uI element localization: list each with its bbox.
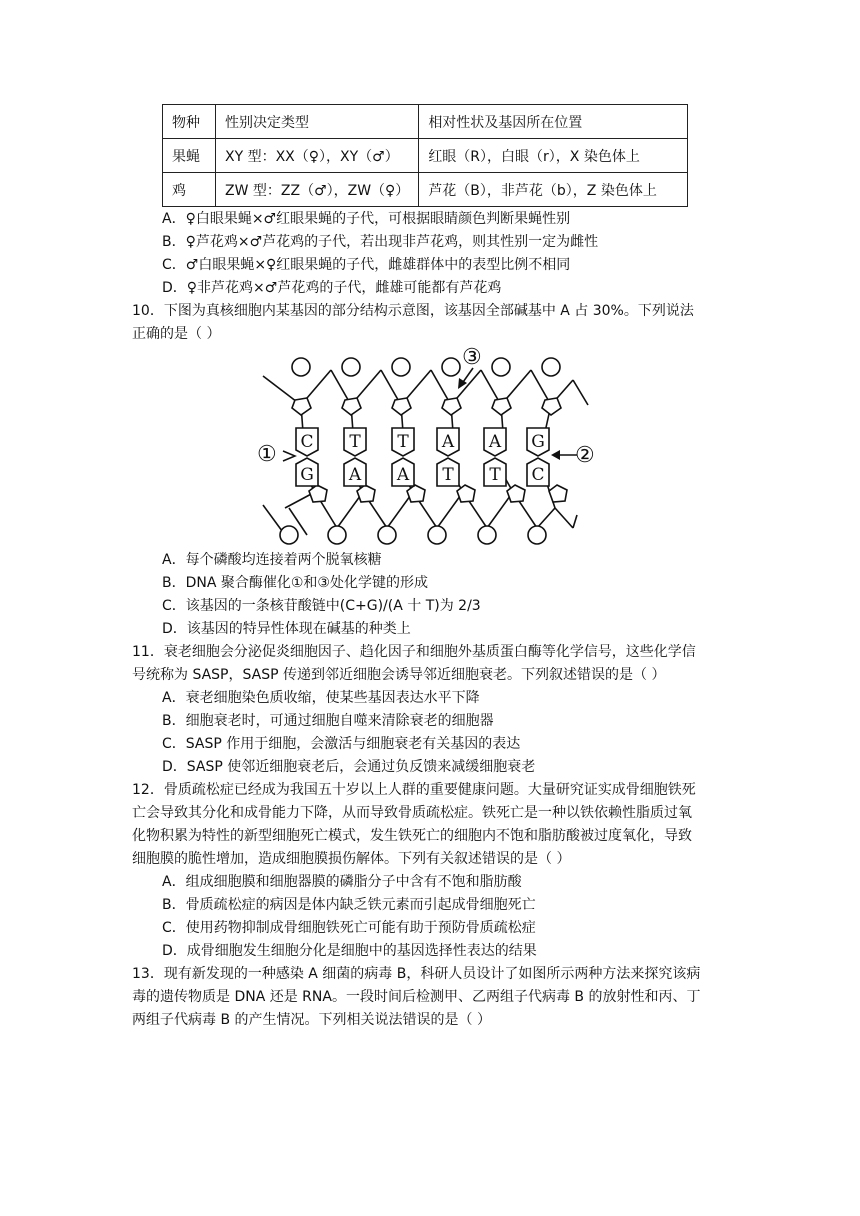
table-cell: 鸡 [163,173,216,207]
phosphate-circle [392,358,410,376]
q13-stem-line: 毒的遗传物质是 DNA 还是 RNA。一段时间后检测甲、乙两组子代病毒 B 的放射性和丙、丁 [132,989,701,1005]
base-letter: T [349,432,361,452]
q12-stem-line: 细胞膜的脆性增加，造成细胞膜损伤解体。下列有关叙述错误的是（ ） [132,851,571,867]
label-3: ③ [462,345,482,370]
q9-option-d: D．♀非芦花鸡×♂芦花鸡的子代，雌雄可能都有芦花鸡 [162,280,502,296]
base-letter: A [488,432,502,452]
q11-stem-line: 号统称为 SASP，SASP 传递到邻近细胞会诱导邻近细胞衰老。下列叙述错误的是（ ） [132,667,666,683]
table-header-cell: 性别决定类型 [216,105,419,139]
phosphate-circle [280,526,298,544]
phosphate-circle [478,526,496,544]
q10-stem-line: 10．下图为真核细胞内某基因的部分结构示意图，该基因全部碱基中 A 占 30%。下列说法 [132,303,694,319]
q12-option-c: C．使用药物抑制成骨细胞铁死亡可能有助于预防骨质疏松症 [162,920,536,936]
q12-stem-line: 化物积累为特性的新型细胞死亡模式，发生铁死亡的细胞内不饱和脂肪酸被过度氧化，导致 [132,828,692,844]
base-letter: C [531,465,545,485]
q13-stem-line: 两组子代病毒 B 的产生情况。下列相关说法错误的是（ ） [132,1012,491,1028]
q11-option-d: D．SASP 使邻近细胞衰老后，会通过负反馈来减缓细胞衰老 [162,759,536,775]
base-letter: A [441,432,455,452]
q12-option-b: B．骨质疏松症的病因是体内缺乏铁元素而引起成骨细胞死亡 [162,897,536,913]
base-letter: T [397,432,409,452]
q9-option-b: B．♀芦花鸡×♂芦花鸡的子代，若出现非芦花鸡，则其性别一定为雌性 [162,234,599,250]
deoxyribose-pentagon [392,398,411,415]
base-letter: C [300,432,314,452]
q10-option-c: C．该基因的一条核苷酸链中(C+G)/(A 十 T)为 2/3 [162,598,481,614]
q10-option-b: B．DNA 聚合酶催化①和③处化学键的形成 [162,575,428,591]
base-letter: G [531,432,545,452]
table-cell: 果蝇 [163,139,216,173]
q11-option-c: C．SASP 作用于细胞，会激活与细胞衰老有关基因的表达 [162,736,521,752]
q10-stem-line: 正确的是（ ） [132,326,221,342]
table-row [163,173,688,207]
q12-option-a: A．组成细胞膜和细胞器膜的磷脂分子中含有不饱和脂肪酸 [162,874,522,890]
q10-option-a: A．每个磷酸均连接着两个脱氧核糖 [162,552,382,568]
deoxyribose-pentagon [492,398,511,415]
phosphate-circle [328,526,346,544]
base-letter: G [300,465,314,485]
dna-structure-diagram [255,340,605,545]
q11-stem-line: 11．衰老细胞会分泌促炎细胞因子、趋化因子和细胞外基质蛋白酶等化学信号，这些化学信 [132,644,696,660]
phosphate-circle [378,526,396,544]
label-1: ① [257,442,277,467]
q10-option-d: D．该基因的特异性体现在碱基的种类上 [162,621,411,637]
table-row [163,139,688,173]
q12-option-d: D．成骨细胞发生细胞分化是细胞中的基因选择性表达的结果 [162,943,537,959]
q13-stem-line: 13．现有新发现的一种感染 A 细菌的病毒 B，科研人员设计了如图所示两种方法来探究该病 [132,966,701,982]
q11-option-b: B．细胞衰老时，可通过细胞自噬来清除衰老的细胞器 [162,713,494,729]
deoxyribose-pentagon [342,398,361,415]
label-2: ② [575,443,595,468]
q9-option-a: A．♀白眼果蝇×♂红眼果蝇的子代，可根据眼睛颜色判断果蝇性别 [162,211,571,227]
table-header-cell: 相对性状及基因所在位置 [419,105,688,139]
sex-determination-table [162,104,688,207]
table-cell: 芦花（B），非芦花（b），Z 染色体上 [419,173,688,207]
phosphate-circle [492,358,510,376]
label-1-pointer [283,451,295,461]
deoxyribose-pentagon [542,398,561,415]
table-cell: ZW 型：ZZ（♂），ZW（♀） [216,173,419,207]
table-header-cell: 物种 [163,105,216,139]
deoxyribose-pentagon [549,485,567,502]
table-cell: 红眼（R），白眼（r），X 染色体上 [419,139,688,173]
base-letter: T [442,465,454,485]
phosphate-circle [528,526,546,544]
deoxyribose-pentagon [442,398,461,415]
deoxyribose-pentagon [292,398,311,415]
phosphate-circle [428,526,446,544]
table-header-row [163,105,688,139]
label-2-arrowhead [551,450,560,460]
q9-option-c: C．♂白眼果蝇×♀红眼果蝇的子代，雌雄群体中的表型比例不相同 [162,257,571,273]
base-letter: A [348,465,362,485]
base-letter: T [489,465,501,485]
phosphate-circle [342,358,360,376]
base-letter: A [396,465,410,485]
q11-option-a: A．衰老细胞染色质收缩，使某些基因表达水平下降 [162,690,480,706]
phosphate-circle [542,358,560,376]
phosphate-circle [292,358,310,376]
q12-stem-line: 亡会导致其分化和成骨能力下降，从而导致骨质疏松症。铁死亡是一种以铁依赖性脂质过氧 [132,805,692,821]
phosphate-circle [442,358,460,376]
q12-stem-line: 12．骨质疏松症已经成为我国五十岁以上人群的重要健康问题。大量研究证实成骨细胞铁死 [132,782,696,798]
table-cell: XY 型：XX（♀），XY（♂） [216,139,419,173]
